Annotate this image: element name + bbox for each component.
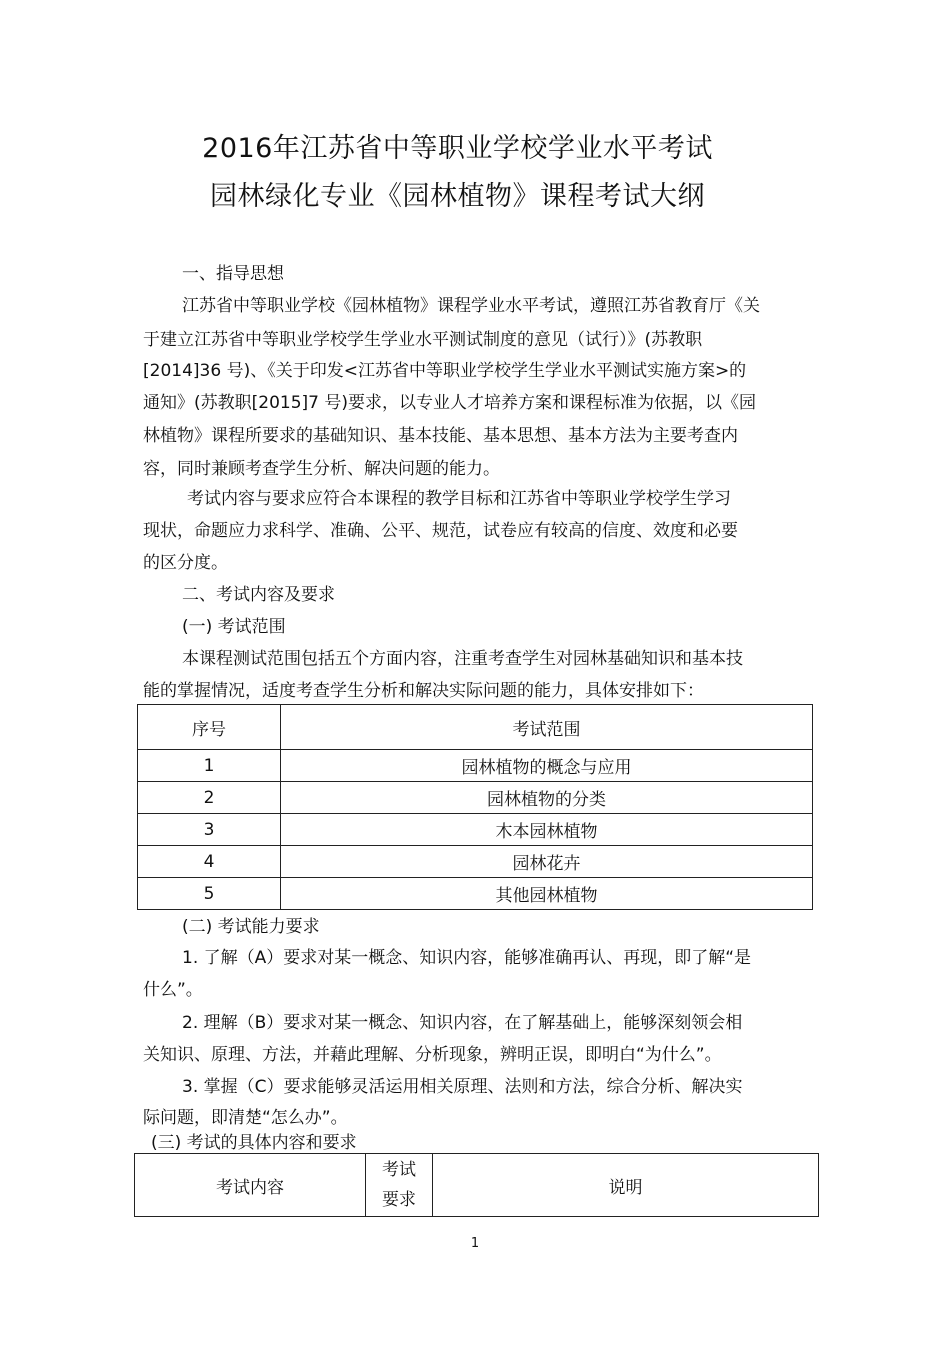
table-header-cell (366, 1154, 433, 1217)
paragraph-line: 本课程测试范围包括五个方面内容，注重考查学生对园林基础知识和基本技 (182, 649, 743, 669)
table-header-cell: 考试范围 (281, 705, 813, 750)
section-heading-exam-content: 二、考试内容及要求 (182, 585, 335, 605)
table-cell: 1 (138, 750, 281, 782)
paragraph-line: [2014]36 号)、《关于印发<江苏省中等职业学校学生学业水平测试实施方案>的 (143, 361, 747, 381)
table-header-row (135, 1154, 819, 1217)
paragraph-line: 容，同时兼顾考查学生分析、解决问题的能力。 (143, 459, 500, 479)
table-cell: 园林花卉 (281, 846, 813, 878)
table-cell: 4 (138, 846, 281, 878)
subsection-heading-specific-content: (三) 考试的具体内容和要求 (151, 1133, 357, 1153)
paragraph-line: 江苏省中等职业学校《园林植物》课程学业水平考试，遵照江苏省教育厅《关 (182, 296, 760, 316)
subsection-heading-exam-scope: (一) 考试范围 (182, 617, 286, 637)
table-cell: 其他园林植物 (281, 878, 813, 910)
table-header-cell: 序号 (138, 705, 281, 750)
requirement-understand-a: 1. 了解（A）要求对某一概念、知识内容，能够准确再认、再现，即了解“是 (182, 948, 752, 968)
page-number: 1 (470, 1236, 480, 1251)
paragraph-line: 考试内容与要求应符合本课程的教学目标和江苏省中等职业学校学生学习 (187, 489, 731, 509)
requirement-master-c: 3. 掌握（C）要求能够灵活运用相关原理、法则和方法，综合分析、解决实 (182, 1077, 743, 1097)
table-header-cell: 考试内容 (135, 1154, 366, 1217)
table-cell: 园林植物的分类 (281, 782, 813, 814)
paragraph-line: 于建立江苏省中等职业学校学生学业水平测试制度的意见（试行）》(苏教职 (143, 330, 703, 350)
table-cell: 园林植物的概念与应用 (281, 750, 813, 782)
table-row (138, 750, 813, 782)
requirement-comprehend-b: 2. 理解（B）要求对某一概念、知识内容，在了解基础上，能够深刻领会相 (182, 1013, 743, 1033)
table-header-row (138, 705, 813, 750)
table-row (138, 814, 813, 846)
subsection-heading-ability-requirements: (二) 考试能力要求 (182, 917, 320, 937)
paragraph-line: 林植物》课程所要求的基础知识、基本技能、基本思想、基本方法为主要考查内 (143, 426, 738, 446)
table-header-text: 考试 (382, 1160, 416, 1180)
table-header-text: 要求 (382, 1190, 416, 1210)
table-row (138, 782, 813, 814)
table-cell: 3 (138, 814, 281, 846)
paragraph-line: 通知》(苏教职[2015]7 号)要求，以专业人才培养方案和课程标准为依据，以《园 (143, 393, 757, 413)
paragraph-line: 现状，命题应力求科学、准确、公平、规范，试卷应有较高的信度、效度和必要 (143, 521, 738, 541)
requirement-line: 关知识、原理、方法，并藉此理解、分析现象，辨明正误，即明白“为什么”。 (143, 1045, 722, 1065)
table-header-cell: 说明 (433, 1154, 819, 1217)
document-title-line1: 2016年江苏省中等职业学校学业水平考试 (202, 133, 713, 164)
paragraph-line: 能的掌握情况，适度考查学生分析和解决实际问题的能力，具体安排如下： (143, 681, 704, 701)
exam-content-table (134, 1153, 819, 1217)
section-heading-guiding-thought: 一、指导思想 (182, 264, 284, 284)
table-cell: 5 (138, 878, 281, 910)
table-row (138, 846, 813, 878)
exam-scope-table (137, 704, 813, 910)
document-title-line2: 园林绿化专业《园林植物》课程考试大纲 (210, 181, 705, 212)
paragraph-line: 的区分度。 (143, 553, 228, 573)
requirement-line: 际问题，即清楚“怎么办”。 (143, 1108, 348, 1128)
requirement-line: 什么”。 (143, 980, 203, 1000)
table-cell: 木本园林植物 (281, 814, 813, 846)
table-cell: 2 (138, 782, 281, 814)
table-row (138, 878, 813, 910)
